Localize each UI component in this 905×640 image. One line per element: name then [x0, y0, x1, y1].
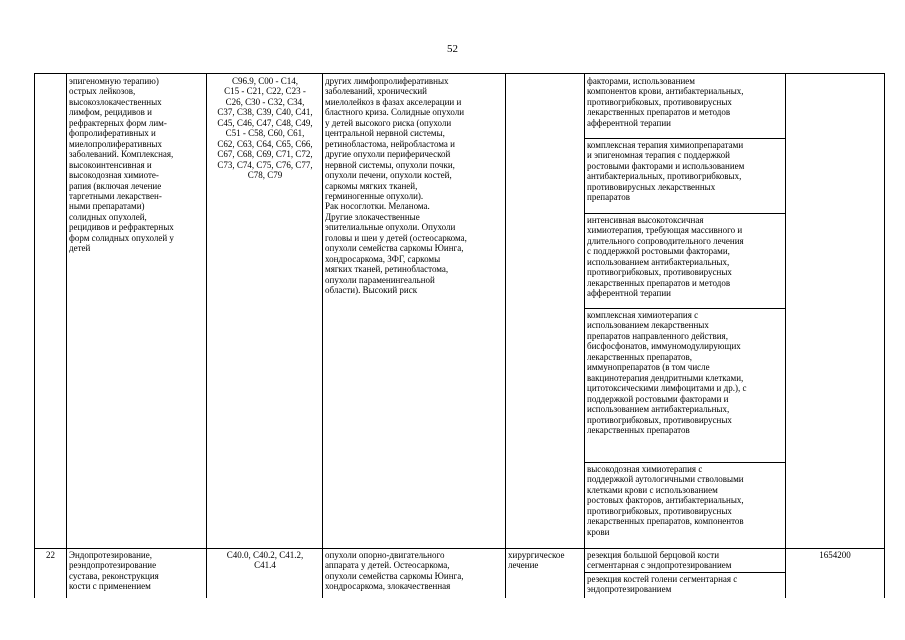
- cell-patient-model: других лимфопролиферативных заболеваний, хронический миелолейкоз в фазах акселерации и бластного криза. Солидные опухоли у детей высокого риска (опухоли центральной нервной системы, ретинобластома, нейробластома и другие опухоли периферической нервной системы, опухоли почки, опухоли печени, опухоли костей, саркомы мягких тканей, герминогенные опухоли). Рак носоглотки. Меланома. Другие злокачественные эпителиальные опухоли. Опухоли головы и шеи у детей (остеосаркома, опухоли семейства саркомы Юинга, хондросаркома, ЗФГ, саркомы мягких тканей, ретинобластома, опухоли параменингеальной области). Высокий риск: [325, 76, 467, 296]
- cell-patient-model: опухоли опорно-двигательного аппарата у детей. Остеосаркома, опухоли семейства саркомы Юинга, хондросаркома, злокачественная: [325, 550, 464, 592]
- col-divider: [206, 74, 207, 598]
- cell-treatment-method: комплексная химиотерапия с использованием лекарственных препаратов направленного действия, бисфосфонатов, иммуномодулирующих лекарственных препаратов, иммунопрепаратов (в том числе вакцинотерапия дендритными клетками, цитотоксическими лимфоцитами и др.), с поддержкой ростовыми факторами и использованием антибактериальных, противогрибковых, противовирусных лекарственных препаратов: [587, 310, 747, 435]
- method-divider: [584, 213, 785, 214]
- col-divider: [505, 74, 506, 598]
- medical-care-table: [34, 73, 885, 598]
- method-divider: [584, 572, 785, 573]
- cell-diagnosis-codes: C96.9, C00 - C14, C15 - C21, C22, C23 - C26, C30 - C32, C34, C37, C38, C39, C40, C41, C45, C46, C47, C48, C49, C51 - C58, C60, C61, C62, C63, C64, C65, C66, C67, C68, C69, C71, C72, C73, C74, C75, C76, C77, C78, C79: [217, 76, 313, 181]
- cell-diagnosis-codes: C40.0, C40.2, C41.2, C41.4: [226, 550, 304, 571]
- method-divider: [584, 462, 785, 463]
- page-number: 52: [447, 43, 458, 55]
- cell-treatment-type: хирургическое лечение: [508, 550, 565, 571]
- cell-row-number: 22: [46, 550, 55, 560]
- cell-treatment-method: резекция костей голени сегментарная с эндопротезированием: [587, 574, 738, 595]
- cell-treatment-method: высокодозная химиотерапия с поддержкой аутологичными стволовыми клетками крови с использованием ростовых факторов, антибактериальных, противогрибковых, противовирусных лекарственных препаратов, компонентов крови: [587, 464, 744, 537]
- cell-care-name: эпигеномную терапию) острых лейкозов, высокозлокачественных лимфом, рецидивов и рефрактерных форм лим- фопролиферативных и миелопролиферативных заболеваний. Комплексная, высокоинтенсивная и высокодозная химиоте- рапия (включая лечение таргетными лекарствен- ными препаратами) солидных опухолей, рецидивов и рефрактерных форм солидных опухолей у детей: [69, 76, 174, 254]
- method-divider: [584, 308, 785, 309]
- cell-treatment-method: интенсивная высокотоксичная химиотерапия, требующая массивного и длительного сопроводительного лечения с поддержкой ростовыми факторами, использованием антибактериальных, противогрибковых, противовирусных лекарственных препаратов и методов афферентной терапии: [587, 215, 744, 299]
- col-divider: [66, 74, 67, 598]
- cell-price: 1654200: [819, 550, 851, 560]
- col-divider: [322, 74, 323, 598]
- cell-care-name: Эндопротезирование, реэндопротезирование сустава, реконструкция кости с применением: [69, 550, 159, 592]
- cell-treatment-method: факторами, использованием компонентов крови, антибактериальных, противогрибковых, противовирусных лекарственных препаратов и методов афферентной терапии: [587, 76, 744, 128]
- col-divider: [584, 74, 585, 598]
- cell-treatment-method: резекция большой берцовой кости сегментарная с эндопротезированием: [587, 550, 732, 571]
- row-divider: [35, 548, 884, 549]
- col-divider: [785, 74, 786, 598]
- cell-treatment-method: комплексная терапия химиопрепаратами и эпигеномная терапия с поддержкой ростовыми факторами и использованием антибактериальных, противогрибковых, противовирусных лекарственных препаратов: [587, 140, 745, 203]
- method-divider: [584, 138, 785, 139]
